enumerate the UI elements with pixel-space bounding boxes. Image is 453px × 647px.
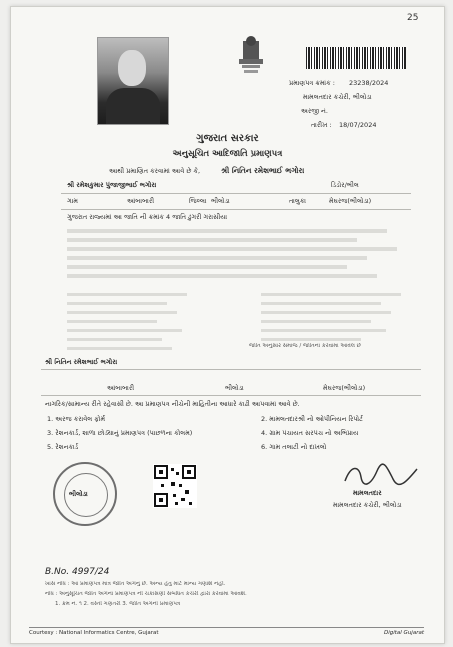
item-6: 6. ગામ તલાટી નો દાખલો bbox=[261, 443, 327, 451]
footnote-3: 1. ક્રમ નં. ૧ 2. વસ્તી ગણતરી 3. જાતિ અંગેનો પ્રમાણપત્ર bbox=[55, 601, 181, 607]
office-name: મામલતદાર કચેરી, ભીલોડા bbox=[303, 93, 372, 101]
certificate-title: અનુસૂચિત આદિજાતિ પ્રમાણપત્ર bbox=[172, 149, 283, 159]
date-label: તારીખ : bbox=[311, 121, 332, 129]
state-government-title: ગુજરાત સરકાર bbox=[196, 133, 259, 144]
second-district: ભીલોડા bbox=[225, 384, 244, 392]
tribe-row: ગુજરાત રાજ્યમાં આ જાતિ ની ક્રમાંક 4 જાતિ ઢુંગરી ગરાસીયા bbox=[67, 213, 228, 221]
date-value: 18/07/2024 bbox=[339, 121, 377, 129]
statement-line: નાગરિક/સામાન્ય રીતે રહેવાસી છે. આ પ્રમાણપત્ર નીચેની માહિતીના આધારે કાઢી આપવામાં આવે છે. bbox=[45, 400, 300, 408]
seal-text: ભીલોડા bbox=[69, 490, 88, 498]
father-name: શ્રી રમેશકુમાર પુંજાજીભાઈ ભગોરા bbox=[67, 181, 157, 189]
national-emblem-icon bbox=[233, 35, 269, 77]
signature bbox=[341, 463, 421, 487]
applicant-name: શ્રી નિતિન રમેશભાઈ ભગોરા bbox=[221, 166, 305, 175]
footer-courtesy: Courtesy : National Informatics Centre, Gujarat bbox=[29, 630, 159, 636]
district-value: ભીલોડા bbox=[211, 197, 230, 205]
barcode bbox=[306, 47, 406, 69]
corner-handwritten-mark: 25 bbox=[407, 13, 419, 23]
cert-no-label: પ્રમાણપત્ર ક્રમાંક : bbox=[289, 79, 335, 87]
caste-value: ડિંડોર/ભીલ bbox=[331, 181, 359, 189]
second-applicant-name: શ્રી નિતિન રમેશભાઈ ભગોરા bbox=[45, 358, 118, 366]
qr-code bbox=[153, 464, 197, 508]
item-1: 1. અરજ કરાવેલ ફોર્મ bbox=[47, 415, 106, 423]
footer-brand: Digital Gujarat bbox=[383, 630, 424, 636]
right-clause-column bbox=[261, 293, 411, 347]
official-seal bbox=[53, 462, 117, 526]
item-3: 3. રેશનકાર્ડ, શાળા છોડ્યાનું પ્રમાણપત્ર (પાછળના કોલમ) bbox=[47, 429, 193, 437]
applicant-photo bbox=[97, 37, 169, 125]
certificate-page bbox=[10, 6, 445, 644]
left-clause-column bbox=[67, 293, 207, 356]
signatory-title: મામલતદાર bbox=[353, 489, 382, 497]
body-text-block bbox=[67, 229, 407, 283]
item-5: 5. રેશનકાર્ડ bbox=[47, 443, 79, 451]
taluka-value: મેઘરજ(ભીલોડા) bbox=[329, 197, 372, 205]
second-village: આંબાબારી bbox=[107, 384, 135, 392]
certify-intro: આથી પ્રમાણિત કરવામાં આવે છે કે, bbox=[109, 167, 201, 175]
village-value: આંબાબારી bbox=[127, 197, 155, 205]
item-4: 4. ગ્રામ પંચાયત સરપંચ નો અભિપ્રાય bbox=[261, 429, 359, 437]
right-note: જાતિ અનુસાર સમાજ / જાતિના કરવામાં આવેલ છે bbox=[249, 343, 361, 349]
cert-no-value: 23238/2024 bbox=[349, 79, 389, 87]
district-label: જિલ્લા bbox=[189, 197, 207, 205]
signatory-office: મામલતદાર કચેરી, ભીલોડા bbox=[333, 501, 402, 509]
footnote-1: ખાસ નોંધ : આ પ્રમાણપત્ર માત્ર જાતિ અંગેનું છે. અન્ય હેતુ માટે માન્ય ગણાશે નહીં. bbox=[45, 581, 226, 587]
item-2: 2. મામલતદારશ્રી નો ઓપીનિયન રિપોર્ટ bbox=[261, 415, 363, 423]
footnote-2: નોંધ : અનુસૂચિત જાતિ અંગેના પ્રમાણપત્ર ની ચકાસણી સંબંધિત કચેરી દ્વારા કરવામાં આવશે. bbox=[45, 591, 247, 597]
second-taluka: મેઘરજ(ભીલોડા) bbox=[323, 384, 366, 392]
application-label: અરજી નં. bbox=[301, 107, 328, 115]
handwritten-book-number: B.No. 4997/24 bbox=[45, 567, 110, 577]
taluka-label: તાલુકા bbox=[289, 197, 306, 205]
village-label: ગામ bbox=[67, 197, 78, 205]
page-footer bbox=[29, 627, 424, 636]
